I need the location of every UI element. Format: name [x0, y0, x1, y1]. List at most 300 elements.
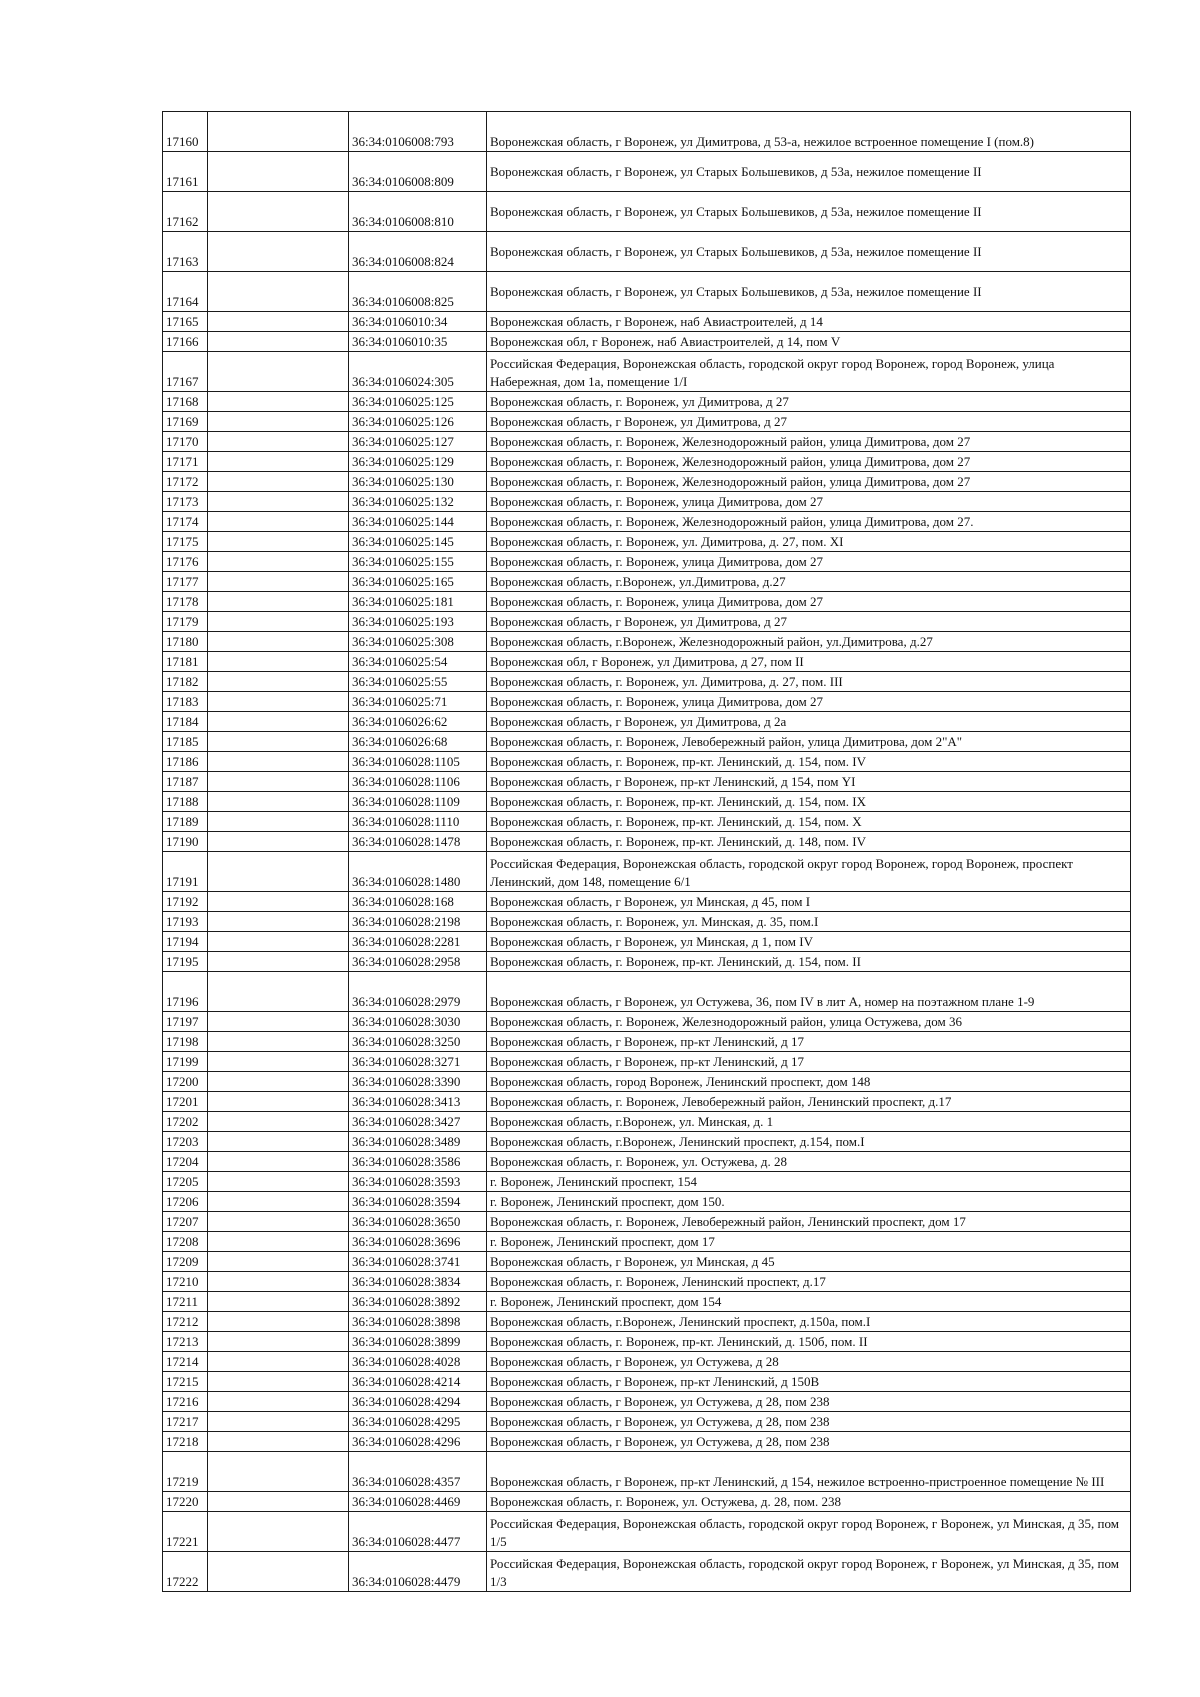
row-number-cell: 17204 — [163, 1152, 208, 1172]
address-cell: Воронежская область, г. Воронеж, Левобережный район, Ленинский проспект, дом 17 — [487, 1212, 1131, 1232]
table-row — [163, 332, 1131, 352]
table-row — [163, 412, 1131, 432]
row-number-cell: 17219 — [163, 1452, 208, 1492]
address-cell: Российская Федерация, Воронежская область, городской округ город Воронеж, город Воронеж, улица Набережная, дом 1а, помещение 1/I — [487, 352, 1131, 392]
owner-cell — [208, 912, 349, 932]
row-number-cell: 17179 — [163, 612, 208, 632]
table-row — [163, 552, 1131, 572]
row-number-cell: 17177 — [163, 572, 208, 592]
cadastral-number-cell: 36:34:0106028:4294 — [349, 1392, 487, 1412]
address-cell: г. Воронеж, Ленинский проспект, дом 150. — [487, 1192, 1131, 1212]
row-number-cell: 17160 — [163, 112, 208, 152]
row-number-cell: 17165 — [163, 312, 208, 332]
table-row — [163, 1112, 1131, 1132]
cadastral-number-cell: 36:34:0106028:3390 — [349, 1072, 487, 1092]
table-row — [163, 632, 1131, 652]
table-row — [163, 1432, 1131, 1452]
cadastral-number-cell: 36:34:0106008:824 — [349, 232, 487, 272]
row-number-cell: 17216 — [163, 1392, 208, 1412]
cadastral-number-cell: 36:34:0106008:825 — [349, 272, 487, 312]
owner-cell — [208, 572, 349, 592]
owner-cell — [208, 1392, 349, 1412]
cadastral-number-cell: 36:34:0106028:1105 — [349, 752, 487, 772]
owner-cell — [208, 1292, 349, 1312]
owner-cell — [208, 672, 349, 692]
owner-cell — [208, 1272, 349, 1292]
row-number-cell: 17198 — [163, 1032, 208, 1052]
cadastral-number-cell: 36:34:0106028:3650 — [349, 1212, 487, 1232]
owner-cell — [208, 632, 349, 652]
owner-cell — [208, 892, 349, 912]
owner-cell — [208, 1032, 349, 1052]
address-cell: Воронежская область, г.Воронеж, Ленинский проспект, д.154, пом.I — [487, 1132, 1131, 1152]
address-cell: Воронежская область, г Воронеж, ул Димитрова, д 27 — [487, 612, 1131, 632]
cadastral-number-cell: 36:34:0106028:2958 — [349, 952, 487, 972]
owner-cell — [208, 1072, 349, 1092]
cadastral-number-cell: 36:34:0106028:1106 — [349, 772, 487, 792]
table-row — [163, 452, 1131, 472]
table-row — [163, 832, 1131, 852]
row-number-cell: 17201 — [163, 1092, 208, 1112]
owner-cell — [208, 832, 349, 852]
cadastral-number-cell: 36:34:0106028:3898 — [349, 1312, 487, 1332]
address-cell: Воронежская область, г. Воронеж, Левобережный район, Ленинский проспект, д.17 — [487, 1092, 1131, 1112]
row-number-cell: 17191 — [163, 852, 208, 892]
table-row — [163, 152, 1131, 192]
row-number-cell: 17193 — [163, 912, 208, 932]
owner-cell — [208, 732, 349, 752]
owner-cell — [208, 532, 349, 552]
owner-cell — [208, 1492, 349, 1512]
owner-cell — [208, 552, 349, 572]
row-number-cell: 17175 — [163, 532, 208, 552]
owner-cell — [208, 812, 349, 832]
row-number-cell: 17171 — [163, 452, 208, 472]
row-number-cell: 17170 — [163, 432, 208, 452]
table-row — [163, 1312, 1131, 1332]
owner-cell — [208, 272, 349, 312]
address-cell: Воронежская область, г Воронеж, ул Остужева, д 28, пом 238 — [487, 1392, 1131, 1412]
cadastral-number-cell: 36:34:0106028:3271 — [349, 1052, 487, 1072]
cadastral-number-cell: 36:34:0106028:3413 — [349, 1092, 487, 1112]
cadastral-number-cell: 36:34:0106028:3593 — [349, 1172, 487, 1192]
row-number-cell: 17218 — [163, 1432, 208, 1452]
cadastral-number-cell: 36:34:0106025:130 — [349, 472, 487, 492]
cadastral-number-cell: 36:34:0106028:4477 — [349, 1512, 487, 1552]
table-body — [163, 112, 1131, 1592]
owner-cell — [208, 1552, 349, 1592]
property-registry-table — [162, 111, 1131, 1592]
owner-cell — [208, 152, 349, 192]
owner-cell — [208, 932, 349, 952]
address-cell: Воронежская область, г Воронеж, ул Старых Большевиков, д 53а, нежилое помещение II — [487, 152, 1131, 192]
row-number-cell: 17200 — [163, 1072, 208, 1092]
owner-cell — [208, 772, 349, 792]
address-cell: Воронежская область, г Воронеж, ул Минская, д 45 — [487, 1252, 1131, 1272]
cadastral-number-cell: 36:34:0106028:4479 — [349, 1552, 487, 1592]
table-row — [163, 1012, 1131, 1032]
table-row — [163, 1332, 1131, 1352]
table-row — [163, 1152, 1131, 1172]
row-number-cell: 17163 — [163, 232, 208, 272]
row-number-cell: 17174 — [163, 512, 208, 532]
cadastral-number-cell: 36:34:0106010:34 — [349, 312, 487, 332]
row-number-cell: 17203 — [163, 1132, 208, 1152]
cadastral-number-cell: 36:34:0106028:1109 — [349, 792, 487, 812]
cadastral-number-cell: 36:34:0106028:3427 — [349, 1112, 487, 1132]
row-number-cell: 17164 — [163, 272, 208, 312]
row-number-cell: 17168 — [163, 392, 208, 412]
table-row — [163, 1052, 1131, 1072]
cadastral-number-cell: 36:34:0106025:129 — [349, 452, 487, 472]
table-row — [163, 972, 1131, 1012]
row-number-cell: 17213 — [163, 1332, 208, 1352]
address-cell: Воронежская область, г. Воронеж, ул. Димитрова, д. 27, пом. XI — [487, 532, 1131, 552]
address-cell: Воронежская область, г.Воронеж, ул. Минская, д. 1 — [487, 1112, 1131, 1132]
address-cell: Воронежская область, г. Воронеж, ул Димитрова, д 27 — [487, 392, 1131, 412]
address-cell: Воронежская область, г Воронеж, ул Старых Большевиков, д 53а, нежилое помещение II — [487, 272, 1131, 312]
owner-cell — [208, 492, 349, 512]
row-number-cell: 17180 — [163, 632, 208, 652]
cadastral-number-cell: 36:34:0106028:4214 — [349, 1372, 487, 1392]
owner-cell — [208, 1332, 349, 1352]
table-row — [163, 312, 1131, 332]
row-number-cell: 17176 — [163, 552, 208, 572]
owner-cell — [208, 952, 349, 972]
owner-cell — [208, 1512, 349, 1552]
cadastral-number-cell: 36:34:0106028:2198 — [349, 912, 487, 932]
row-number-cell: 17182 — [163, 672, 208, 692]
row-number-cell: 17166 — [163, 332, 208, 352]
cadastral-number-cell: 36:34:0106025:132 — [349, 492, 487, 512]
address-cell: Воронежская область, г Воронеж, ул Димитрова, д 53-а, нежилое встроенное помещение I (пом.8) — [487, 112, 1131, 152]
address-cell: Воронежская область, г Воронеж, пр-кт Ленинский, д 154, нежилое встроенно-пристроенное помещение № III — [487, 1452, 1131, 1492]
table-row — [163, 1132, 1131, 1152]
cadastral-number-cell: 36:34:0106025:193 — [349, 612, 487, 632]
owner-cell — [208, 232, 349, 272]
cadastral-number-cell: 36:34:0106024:305 — [349, 352, 487, 392]
table-row — [163, 512, 1131, 532]
address-cell: Воронежская область, г Воронеж, ул Димитрова, д 2а — [487, 712, 1131, 732]
cadastral-number-cell: 36:34:0106028:168 — [349, 892, 487, 912]
owner-cell — [208, 792, 349, 812]
address-cell: Воронежская область, г. Воронеж, Ленинский проспект, д.17 — [487, 1272, 1131, 1292]
table-row — [163, 1352, 1131, 1372]
owner-cell — [208, 1352, 349, 1372]
address-cell: Воронежская область, г. Воронеж, улица Димитрова, дом 27 — [487, 552, 1131, 572]
table-row — [163, 772, 1131, 792]
address-cell: Воронежская область, г. Воронеж, Железнодорожный район, улица Димитрова, дом 27 — [487, 452, 1131, 472]
cadastral-number-cell: 36:34:0106025:308 — [349, 632, 487, 652]
owner-cell — [208, 752, 349, 772]
table-row — [163, 1512, 1131, 1552]
address-cell: Воронежская область, г.Воронеж, Железнодорожный район, ул.Димитрова, д.27 — [487, 632, 1131, 652]
row-number-cell: 17202 — [163, 1112, 208, 1132]
address-cell: Воронежская область, г. Воронеж, пр-кт. Ленинский, д. 150б, пом. II — [487, 1332, 1131, 1352]
owner-cell — [208, 332, 349, 352]
address-cell: Воронежская область, г. Воронеж, ул. Димитрова, д. 27, пом. III — [487, 672, 1131, 692]
cadastral-number-cell: 36:34:0106026:62 — [349, 712, 487, 732]
address-cell: Воронежская область, г Воронеж, пр-кт Ленинский, д 154, пом YI — [487, 772, 1131, 792]
cadastral-number-cell: 36:34:0106028:4295 — [349, 1412, 487, 1432]
address-cell: Воронежская область, г. Воронеж, Левобережный район, улица Димитрова, дом 2"А" — [487, 732, 1131, 752]
cadastral-number-cell: 36:34:0106025:71 — [349, 692, 487, 712]
address-cell: Воронежская область, г. Воронеж, ул. Остужева, д. 28 — [487, 1152, 1131, 1172]
row-number-cell: 17208 — [163, 1232, 208, 1252]
owner-cell — [208, 1172, 349, 1192]
owner-cell — [208, 112, 349, 152]
row-number-cell: 17172 — [163, 472, 208, 492]
row-number-cell: 17186 — [163, 752, 208, 772]
table-row — [163, 672, 1131, 692]
table-row — [163, 472, 1131, 492]
table-row — [163, 1412, 1131, 1432]
owner-cell — [208, 712, 349, 732]
table-row — [163, 812, 1131, 832]
table-row — [163, 952, 1131, 972]
cadastral-number-cell: 36:34:0106025:144 — [349, 512, 487, 532]
address-cell: Воронежская область, г. Воронеж, Железнодорожный район, улица Димитрова, дом 27 — [487, 472, 1131, 492]
address-cell: Воронежская область, г. Воронеж, ул. Остужева, д. 28, пом. 238 — [487, 1492, 1131, 1512]
row-number-cell: 17196 — [163, 972, 208, 1012]
address-cell: Воронежская область, г Воронеж, ул Остужева, д 28, пом 238 — [487, 1412, 1131, 1432]
cadastral-number-cell: 36:34:0106028:3741 — [349, 1252, 487, 1272]
owner-cell — [208, 1112, 349, 1132]
table-row — [163, 392, 1131, 412]
owner-cell — [208, 1012, 349, 1032]
owner-cell — [208, 1132, 349, 1152]
row-number-cell: 17167 — [163, 352, 208, 392]
table-row — [163, 232, 1131, 272]
cadastral-number-cell: 36:34:0106025:127 — [349, 432, 487, 452]
cadastral-number-cell: 36:34:0106028:3594 — [349, 1192, 487, 1212]
table-row — [163, 112, 1131, 152]
address-cell: Воронежская область, г Воронеж, пр-кт Ленинский, д 17 — [487, 1032, 1131, 1052]
address-cell: г. Воронеж, Ленинский проспект, дом 17 — [487, 1232, 1131, 1252]
row-number-cell: 17181 — [163, 652, 208, 672]
table-row — [163, 852, 1131, 892]
owner-cell — [208, 692, 349, 712]
cadastral-number-cell: 36:34:0106028:3030 — [349, 1012, 487, 1032]
row-number-cell: 17211 — [163, 1292, 208, 1312]
cadastral-number-cell: 36:34:0106028:3834 — [349, 1272, 487, 1292]
row-number-cell: 17207 — [163, 1212, 208, 1232]
table-row — [163, 1092, 1131, 1112]
address-cell: Воронежская область, г Воронеж, наб Авиастроителей, д 14 — [487, 312, 1131, 332]
cadastral-number-cell: 36:34:0106025:55 — [349, 672, 487, 692]
owner-cell — [208, 1312, 349, 1332]
owner-cell — [208, 652, 349, 672]
row-number-cell: 17187 — [163, 772, 208, 792]
owner-cell — [208, 1252, 349, 1272]
owner-cell — [208, 1432, 349, 1452]
owner-cell — [208, 312, 349, 332]
address-cell: Воронежская область, г.Воронеж, Ленинский проспект, д.150а, пом.I — [487, 1312, 1131, 1332]
address-cell: Воронежская область, г Воронеж, ул Остужева, д 28, пом 238 — [487, 1432, 1131, 1452]
owner-cell — [208, 1452, 349, 1492]
cadastral-number-cell: 36:34:0106026:68 — [349, 732, 487, 752]
row-number-cell: 17178 — [163, 592, 208, 612]
table-row — [163, 1232, 1131, 1252]
row-number-cell: 17190 — [163, 832, 208, 852]
table-row — [163, 692, 1131, 712]
row-number-cell: 17184 — [163, 712, 208, 732]
address-cell: Российская Федерация, Воронежская область, городской округ город Воронеж, г Воронеж, ул Минская, д 35, пом 1/3 — [487, 1552, 1131, 1592]
row-number-cell: 17210 — [163, 1272, 208, 1292]
address-cell: Воронежская область, г Воронеж, ул Димитрова, д 27 — [487, 412, 1131, 432]
cadastral-number-cell: 36:34:0106028:1110 — [349, 812, 487, 832]
row-number-cell: 17197 — [163, 1012, 208, 1032]
cadastral-number-cell: 36:34:0106008:809 — [349, 152, 487, 192]
cadastral-number-cell: 36:34:0106025:126 — [349, 412, 487, 432]
row-number-cell: 17192 — [163, 892, 208, 912]
owner-cell — [208, 1212, 349, 1232]
cadastral-number-cell: 36:34:0106025:165 — [349, 572, 487, 592]
owner-cell — [208, 1152, 349, 1172]
cadastral-number-cell: 36:34:0106025:54 — [349, 652, 487, 672]
table-row — [163, 1172, 1131, 1192]
table-row — [163, 912, 1131, 932]
address-cell: г. Воронеж, Ленинский проспект, 154 — [487, 1172, 1131, 1192]
cadastral-number-cell: 36:34:0106028:2979 — [349, 972, 487, 1012]
row-number-cell: 17212 — [163, 1312, 208, 1332]
cadastral-number-cell: 36:34:0106028:3586 — [349, 1152, 487, 1172]
row-number-cell: 17221 — [163, 1512, 208, 1552]
table-row — [163, 932, 1131, 952]
owner-cell — [208, 852, 349, 892]
table-row — [163, 1392, 1131, 1412]
cadastral-number-cell: 36:34:0106028:1478 — [349, 832, 487, 852]
row-number-cell: 17199 — [163, 1052, 208, 1072]
address-cell: Воронежская обл, г Воронеж, ул Димитрова, д 27, пом II — [487, 652, 1131, 672]
owner-cell — [208, 972, 349, 1012]
address-cell: Воронежская область, г Воронеж, ул Старых Большевиков, д 53а, нежилое помещение II — [487, 192, 1131, 232]
address-cell: Воронежская область, город Воронеж, Ленинский проспект, дом 148 — [487, 1072, 1131, 1092]
row-number-cell: 17206 — [163, 1192, 208, 1212]
address-cell: Воронежская область, г. Воронеж, улица Димитрова, дом 27 — [487, 492, 1131, 512]
owner-cell — [208, 1412, 349, 1432]
row-number-cell: 17209 — [163, 1252, 208, 1272]
table-row — [163, 752, 1131, 772]
address-cell: Воронежская область, г. Воронеж, пр-кт. Ленинский, д. 154, пом. IX — [487, 792, 1131, 812]
address-cell: Российская Федерация, Воронежская область, городской округ город Воронеж, город Воронеж, проспект Ленинский, дом 148, помещение 6/1 — [487, 852, 1131, 892]
cadastral-number-cell: 36:34:0106028:2281 — [349, 932, 487, 952]
table-row — [163, 592, 1131, 612]
cadastral-number-cell: 36:34:0106025:181 — [349, 592, 487, 612]
address-cell: Воронежская область, г. Воронеж, пр-кт. Ленинский, д. 154, пом. IV — [487, 752, 1131, 772]
table-row — [163, 1372, 1131, 1392]
table-row — [163, 1212, 1131, 1232]
owner-cell — [208, 1372, 349, 1392]
row-number-cell: 17217 — [163, 1412, 208, 1432]
table-row — [163, 652, 1131, 672]
address-cell: Воронежская область, г Воронеж, ул Остужева, 36, пом IV в лит А, номер на поэтажном плане 1-9 — [487, 972, 1131, 1012]
cadastral-number-cell: 36:34:0106028:3489 — [349, 1132, 487, 1152]
table-row — [163, 1452, 1131, 1492]
address-cell: г. Воронеж, Ленинский проспект, дом 154 — [487, 1292, 1131, 1312]
owner-cell — [208, 512, 349, 532]
row-number-cell: 17220 — [163, 1492, 208, 1512]
table-row — [163, 1492, 1131, 1512]
cadastral-number-cell: 36:34:0106010:35 — [349, 332, 487, 352]
cadastral-number-cell: 36:34:0106028:3250 — [349, 1032, 487, 1052]
address-cell: Воронежская область, г. Воронеж, пр-кт. Ленинский, д. 154, пом. X — [487, 812, 1131, 832]
table-row — [163, 1552, 1131, 1592]
address-cell: Воронежская область, г. Воронеж, пр-кт. Ленинский, д. 148, пом. IV — [487, 832, 1131, 852]
cadastral-number-cell: 36:34:0106008:793 — [349, 112, 487, 152]
table-row — [163, 1032, 1131, 1052]
row-number-cell: 17215 — [163, 1372, 208, 1392]
address-cell: Воронежская область, г Воронеж, ул Минская, д 45, пом I — [487, 892, 1131, 912]
row-number-cell: 17205 — [163, 1172, 208, 1192]
address-cell: Воронежская область, г.Воронеж, ул.Димитрова, д.27 — [487, 572, 1131, 592]
cadastral-number-cell: 36:34:0106025:125 — [349, 392, 487, 412]
table-row — [163, 1272, 1131, 1292]
table-row — [163, 572, 1131, 592]
table-row — [163, 1292, 1131, 1312]
row-number-cell: 17194 — [163, 932, 208, 952]
cadastral-number-cell: 36:34:0106028:4028 — [349, 1352, 487, 1372]
address-cell: Воронежская область, г. Воронеж, улица Димитрова, дом 27 — [487, 692, 1131, 712]
cadastral-number-cell: 36:34:0106028:1480 — [349, 852, 487, 892]
address-cell: Воронежская область, г Воронеж, ул Минская, д 1, пом IV — [487, 932, 1131, 952]
table-row — [163, 272, 1131, 312]
table-row — [163, 1072, 1131, 1092]
table-row — [163, 732, 1131, 752]
owner-cell — [208, 1052, 349, 1072]
address-cell: Воронежская область, г Воронеж, пр-кт Ленинский, д 150В — [487, 1372, 1131, 1392]
row-number-cell: 17189 — [163, 812, 208, 832]
row-number-cell: 17214 — [163, 1352, 208, 1372]
owner-cell — [208, 352, 349, 392]
cadastral-number-cell: 36:34:0106028:3696 — [349, 1232, 487, 1252]
row-number-cell: 17183 — [163, 692, 208, 712]
row-number-cell: 17162 — [163, 192, 208, 232]
row-number-cell: 17222 — [163, 1552, 208, 1592]
owner-cell — [208, 612, 349, 632]
owner-cell — [208, 592, 349, 612]
table-row — [163, 892, 1131, 912]
table-row — [163, 352, 1131, 392]
row-number-cell: 17161 — [163, 152, 208, 192]
owner-cell — [208, 432, 349, 452]
cadastral-number-cell: 36:34:0106025:145 — [349, 532, 487, 552]
address-cell: Воронежская обл, г Воронеж, наб Авиастроителей, д 14, пом V — [487, 332, 1131, 352]
address-cell: Воронежская область, г Воронеж, ул Остужева, д 28 — [487, 1352, 1131, 1372]
row-number-cell: 17173 — [163, 492, 208, 512]
owner-cell — [208, 472, 349, 492]
address-cell: Воронежская область, г. Воронеж, пр-кт. Ленинский, д. 154, пом. II — [487, 952, 1131, 972]
row-number-cell: 17195 — [163, 952, 208, 972]
address-cell: Воронежская область, г. Воронеж, Железнодорожный район, улица Димитрова, дом 27. — [487, 512, 1131, 532]
table-row — [163, 1192, 1131, 1212]
table-row — [163, 192, 1131, 232]
cadastral-number-cell: 36:34:0106028:4296 — [349, 1432, 487, 1452]
row-number-cell: 17185 — [163, 732, 208, 752]
cadastral-number-cell: 36:34:0106025:155 — [349, 552, 487, 572]
table-row — [163, 1252, 1131, 1272]
table-row — [163, 612, 1131, 632]
address-cell: Воронежская область, г Воронеж, пр-кт Ленинский, д 17 — [487, 1052, 1131, 1072]
address-cell: Российская Федерация, Воронежская область, городской округ город Воронеж, г Воронеж, ул Минская, д 35, пом 1/5 — [487, 1512, 1131, 1552]
owner-cell — [208, 192, 349, 232]
table-row — [163, 432, 1131, 452]
table-row — [163, 532, 1131, 552]
address-cell: Воронежская область, г. Воронеж, Железнодорожный район, улица Остужева, дом 36 — [487, 1012, 1131, 1032]
owner-cell — [208, 1232, 349, 1252]
cadastral-number-cell: 36:34:0106028:4469 — [349, 1492, 487, 1512]
owner-cell — [208, 452, 349, 472]
